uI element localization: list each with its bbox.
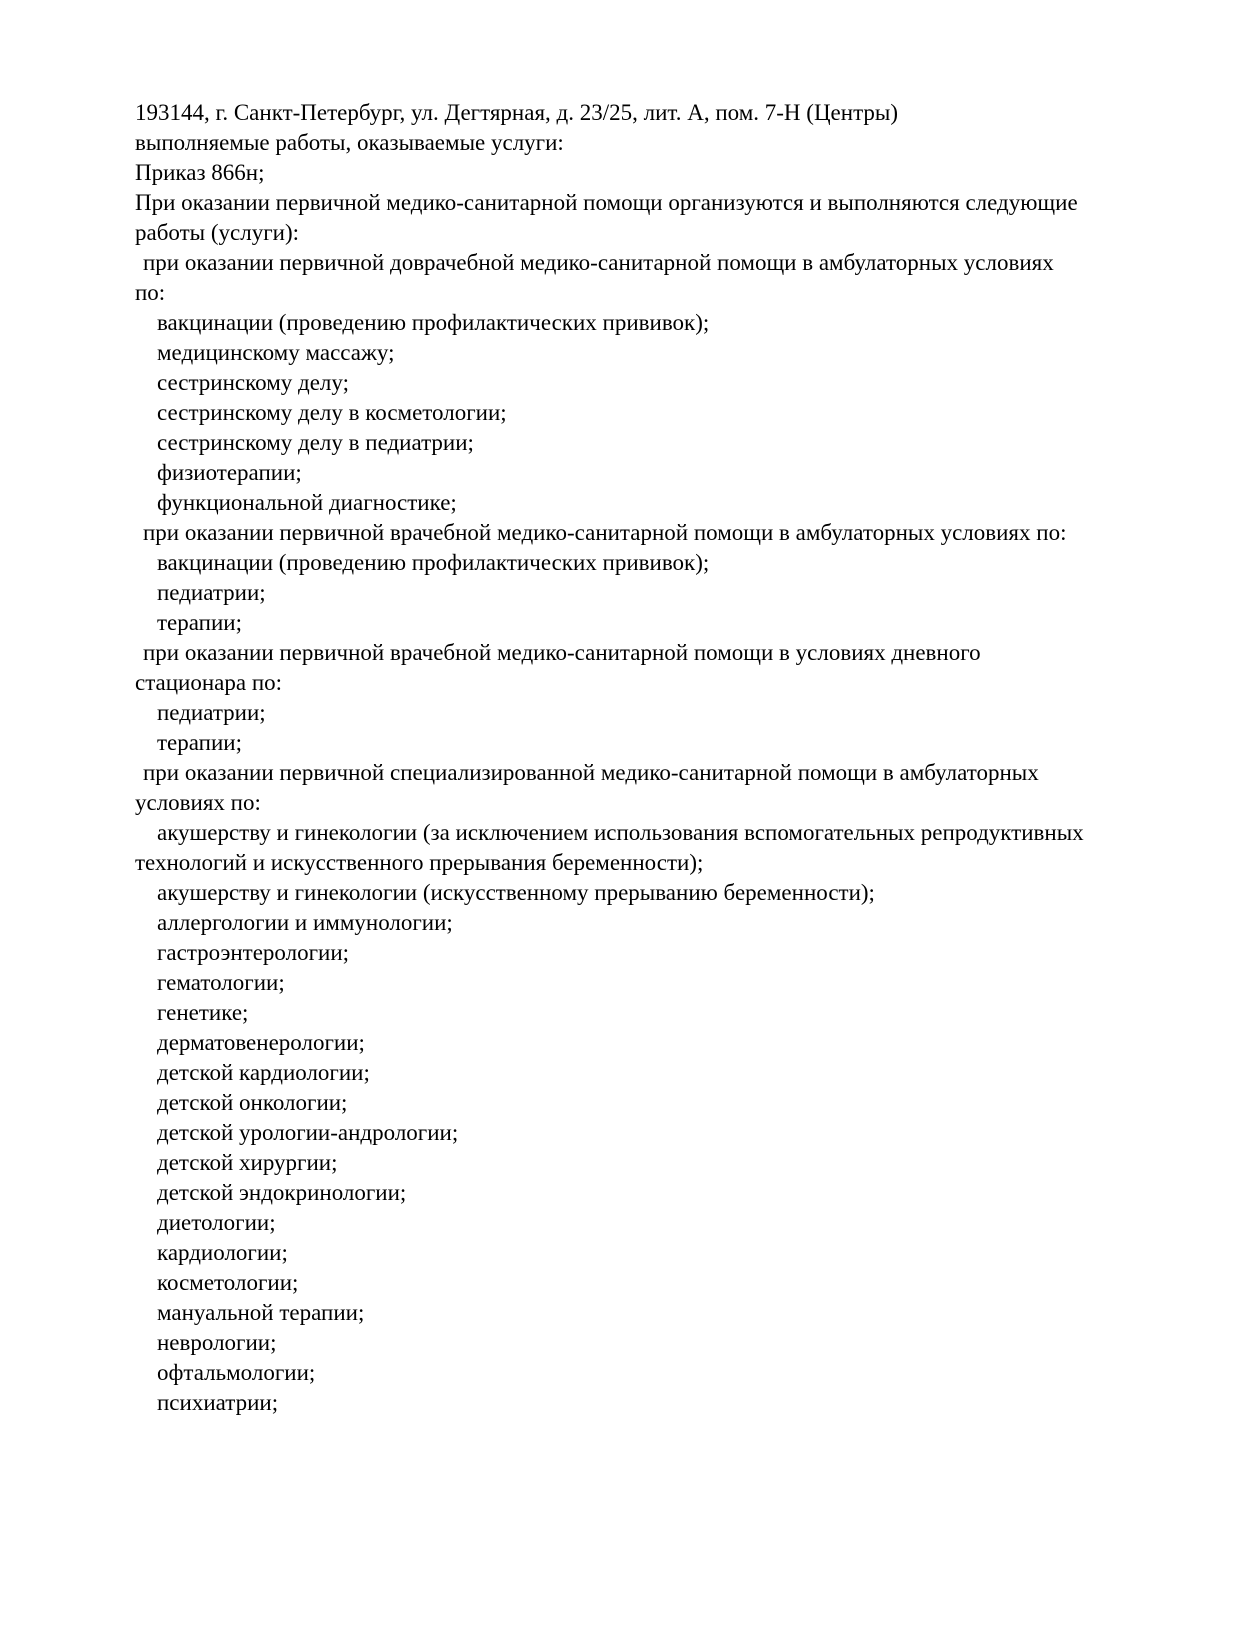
document-line: детской урологии-андрологии; — [157, 1120, 459, 1145]
document-line: работы (услуги): — [135, 220, 299, 245]
document-line: педиатрии; — [157, 700, 266, 725]
document-line: детской эндокринологии; — [157, 1180, 407, 1205]
document-line: при оказании первичной специализированной медико-санитарной помощи в амбулаторных — [143, 760, 1039, 785]
document-line: при оказании первичной доврачебной медико-санитарной помощи в амбулаторных условиях — [143, 250, 1054, 275]
document-line: офтальмологии; — [157, 1360, 316, 1385]
document-line: вакцинации (проведению профилактических прививок); — [157, 310, 710, 335]
document-line: вакцинации (проведению профилактических прививок); — [157, 550, 710, 575]
document-line: сестринскому делу в педиатрии; — [157, 430, 474, 455]
document-line: Приказ 866н; — [135, 160, 265, 185]
document-line: акушерству и гинекологии (искусственному прерыванию беременности); — [157, 880, 875, 905]
document-line: технологий и искусственного прерывания беременности); — [135, 850, 704, 875]
document-line: медицинскому массажу; — [157, 340, 395, 365]
document-line: неврологии; — [157, 1330, 277, 1355]
document-line: При оказании первичной медико-санитарной помощи организуются и выполняются следующие — [135, 190, 1078, 215]
document-text — [135, 98, 1230, 1418]
document-line: при оказании первичной врачебной медико-санитарной помощи в амбулаторных условиях по: — [143, 520, 1067, 545]
document-line: акушерству и гинекологии (за исключением использования вспомогательных репродуктивных — [157, 820, 1084, 845]
document-line: выполняемые работы, оказываемые услуги: — [135, 130, 564, 155]
document-line: детской онкологии; — [157, 1090, 348, 1115]
document-line: гематологии; — [157, 970, 285, 995]
document-line: аллергологии и иммунологии; — [157, 910, 453, 935]
document-line: при оказании первичной врачебной медико-санитарной помощи в условиях дневного — [143, 640, 981, 665]
document-line: стационара по: — [135, 670, 283, 695]
document-line: 193144, г. Санкт-Петербург, ул. Дегтярная, д. 23/25, лит. А, пом. 7-Н (Центры) — [135, 100, 899, 125]
document-line: психиатрии; — [157, 1390, 279, 1415]
document-line: педиатрии; — [157, 580, 266, 605]
document-line: сестринскому делу в косметологии; — [157, 400, 507, 425]
document-line: мануальной терапии; — [157, 1300, 365, 1325]
document-line: сестринскому делу; — [157, 370, 349, 395]
document-line: диетологии; — [157, 1210, 276, 1235]
document-line: функциональной диагностике; — [157, 490, 457, 515]
document-line: дерматовенерологии; — [157, 1030, 365, 1055]
document-line: по: — [135, 280, 166, 305]
document-line: детской хирургии; — [157, 1150, 338, 1175]
document-line: генетике; — [157, 1000, 249, 1025]
document-line: терапии; — [157, 730, 242, 755]
document-line: условиях по: — [135, 790, 261, 815]
document-line: терапии; — [157, 610, 242, 635]
document-line: косметологии; — [157, 1270, 299, 1295]
document-line: кардиологии; — [157, 1240, 288, 1265]
document-line: физиотерапии; — [157, 460, 302, 485]
document-line: гастроэнтерологии; — [157, 940, 350, 965]
document-line: детской кардиологии; — [157, 1060, 370, 1085]
